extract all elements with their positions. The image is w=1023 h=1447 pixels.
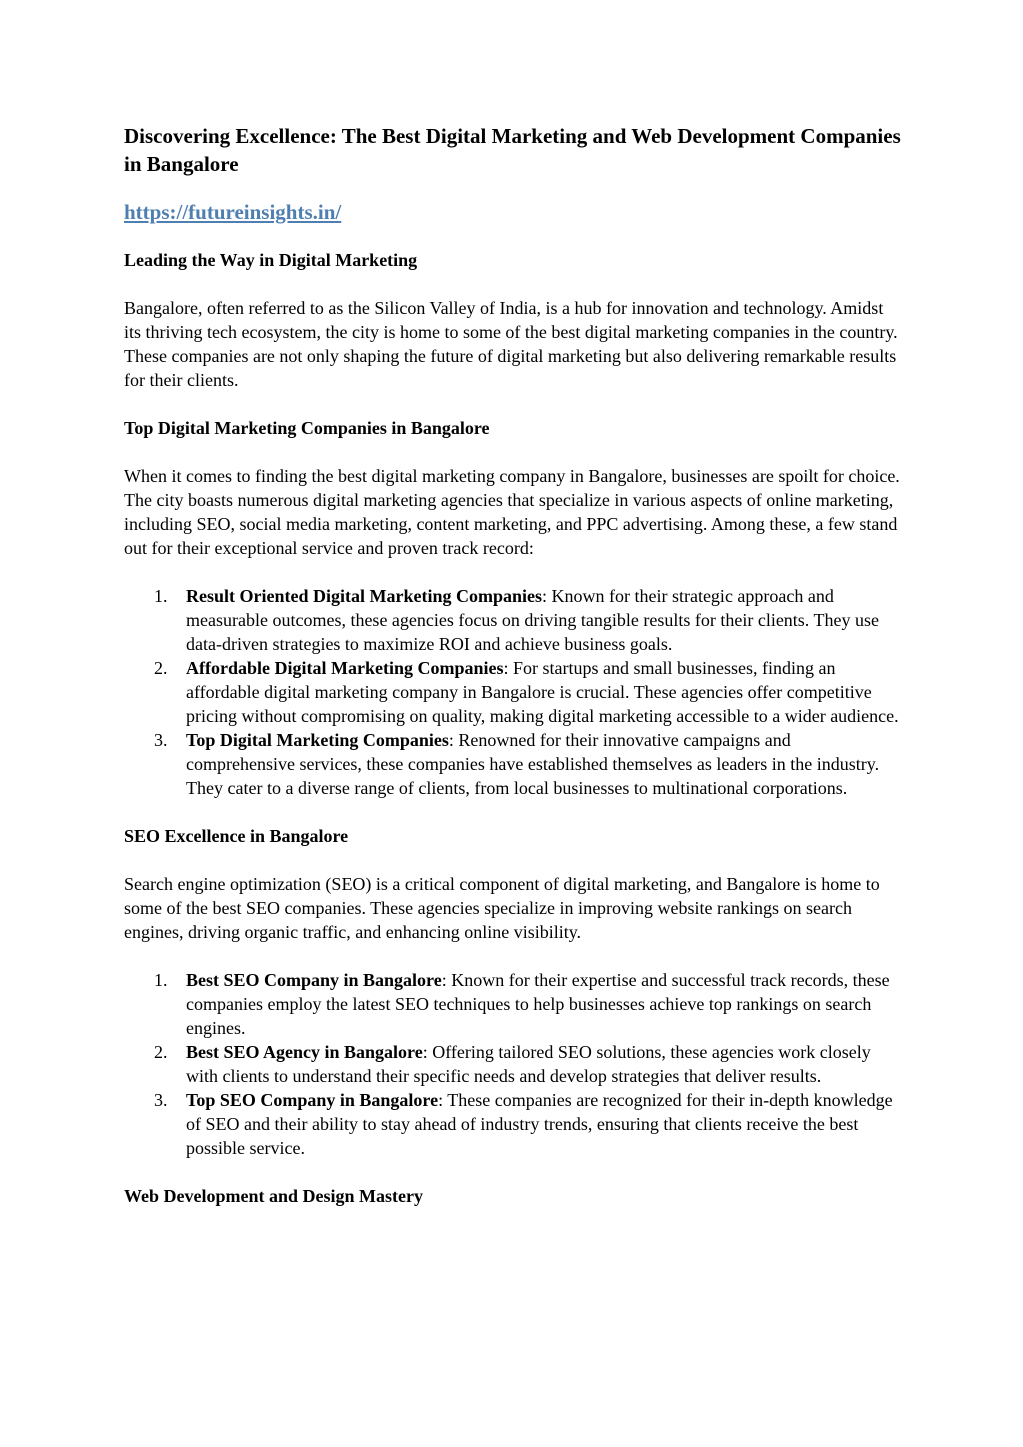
website-link[interactable]: https://futureinsights.in/ — [124, 200, 342, 224]
list-item-number: 1. — [154, 970, 168, 990]
list-item — [124, 1088, 904, 1160]
list-item-number: 1. — [154, 586, 168, 606]
list-item — [124, 584, 904, 656]
list-item-text: : Renowned for their innovative campaigns and comprehensive services, these companies have established themselves as leaders in the industry. They cater to a diverse range of clients, from local businesses to multinational corporations. — [186, 730, 880, 798]
list-item-number: 3. — [154, 1090, 168, 1110]
section-paragraph-leading: Bangalore, often referred to as the Silicon Valley of India, is a hub for innovation and technology. Amidst its thriving tech ecosystem, the city is home to some of the best digital marketing companies in the country. These companies are not only shaping the future of digital marketing but also delivering remarkable results for their clients. — [124, 298, 898, 390]
section-paragraph-top-companies: When it comes to finding the best digital marketing company in Bangalore, businesses are spoilt for choice. The city boasts numerous digital marketing agencies that specialize in various aspects of online marketing, including SEO, social media marketing, content marketing, and PPC advertising. Among these, a few stand out for their exceptional service and proven track record: — [124, 466, 900, 558]
section-heading-web-development: Web Development and Design Mastery — [124, 1186, 423, 1206]
list-item — [124, 1040, 904, 1088]
list-item — [124, 968, 904, 1040]
document-page — [124, 122, 904, 1208]
list-item-text: : These companies are recognized for their in-depth knowledge of SEO and their ability to stay ahead of industry trends, ensuring that clients receive the best possible service. — [186, 1090, 893, 1158]
list-item-bold: Best SEO Agency in Bangalore — [186, 1042, 423, 1062]
seo-companies-list — [124, 968, 904, 1160]
list-item-bold: Top SEO Company in Bangalore — [186, 1090, 439, 1110]
list-item-number: 3. — [154, 730, 168, 750]
section-heading-leading: Leading the Way in Digital Marketing — [124, 250, 418, 270]
list-item-number: 2. — [154, 658, 168, 678]
list-item-bold: Result Oriented Digital Marketing Companies — [186, 586, 542, 606]
section-paragraph-seo: Search engine optimization (SEO) is a critical component of digital marketing, and Bangalore is home to some of the best SEO companies. These agencies specialize in improving website rankings on search engines, driving organic traffic, and enhancing online visibility. — [124, 874, 880, 942]
list-item-text: : Known for their expertise and successful track records, these companies employ the latest SEO techniques to help businesses achieve top rankings on search engines. — [186, 970, 890, 1038]
list-item-text: : Known for their strategic approach and measurable outcomes, these agencies focus on driving tangible results for their clients. They use data-driven strategies to maximize ROI and achieve business goals. — [186, 586, 879, 654]
list-item — [124, 656, 904, 728]
list-item-text: : Offering tailored SEO solutions, these agencies work closely with clients to understand their specific needs and develop strategies that deliver results. — [186, 1042, 871, 1086]
top-companies-list — [124, 584, 904, 800]
list-item-text: : For startups and small businesses, finding an affordable digital marketing company in Bangalore is crucial. These agencies offer competitive pricing without compromising on quality, making digital marketing accessible to a wider audience. — [186, 658, 899, 726]
list-item-bold: Affordable Digital Marketing Companies — [186, 658, 504, 678]
list-item-bold: Top Digital Marketing Companies — [186, 730, 449, 750]
list-item — [124, 728, 904, 800]
section-heading-seo: SEO Excellence in Bangalore — [124, 826, 349, 846]
list-item-number: 2. — [154, 1042, 168, 1062]
document-title: Discovering Excellence: The Best Digital Marketing and Web Development Companies in Bangalore — [124, 124, 901, 176]
section-heading-top-companies: Top Digital Marketing Companies in Bangalore — [124, 418, 490, 438]
list-item-bold: Best SEO Company in Bangalore — [186, 970, 442, 990]
